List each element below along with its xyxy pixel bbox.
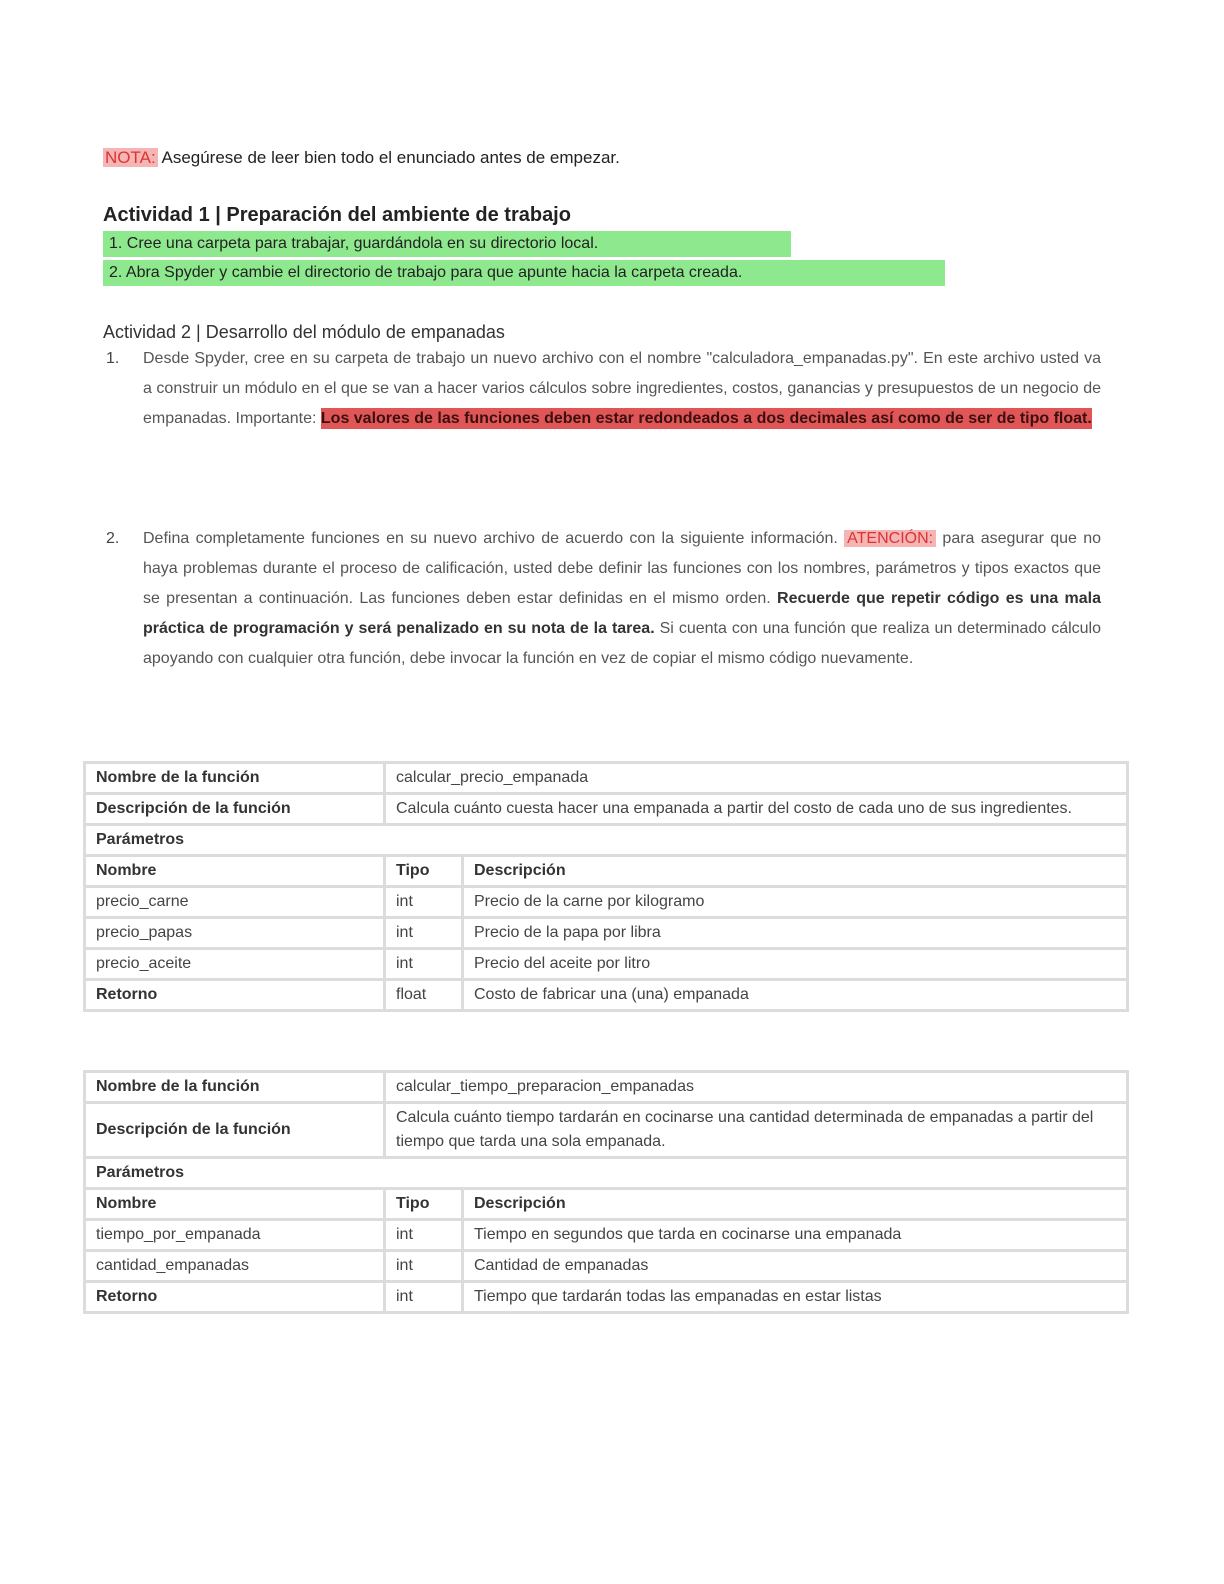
activity2-item2-text-a: Defina completamente funciones en su nuevo archivo de acuerdo con la siguiente información. xyxy=(143,530,838,547)
table-row xyxy=(85,825,1128,856)
table-row xyxy=(85,949,1128,980)
return-label: Retorno xyxy=(85,980,385,1011)
activity2-item2-text-c: Si cuenta con una función que realiza un determinado cálculo apoyando con cualquier otra función, debe invocar la función en vez de copiar el mismo código nuevamente. xyxy=(143,620,1102,667)
activity2-item1-paragraph xyxy=(143,344,1101,434)
param-type: int xyxy=(385,918,463,949)
header-name: Nombre xyxy=(85,856,385,887)
table-row xyxy=(85,918,1128,949)
param-name: cantidad_empanadas xyxy=(85,1251,385,1282)
activity2-item2-paragraph xyxy=(143,524,1101,674)
function-desc-label: Descripción de la función xyxy=(85,794,385,825)
header-name: Nombre xyxy=(85,1189,385,1220)
param-desc: Precio de la papa por libra xyxy=(463,918,1128,949)
activity1-title: Actividad 1 | Preparación del ambiente de trabajo xyxy=(103,204,571,226)
table-row xyxy=(85,1251,1128,1282)
return-type: float xyxy=(385,980,463,1011)
note-text: Asegúrese de leer bien todo el enunciado antes de empezar. xyxy=(161,148,620,167)
param-name: precio_papas xyxy=(85,918,385,949)
return-row xyxy=(85,980,1128,1011)
table-row xyxy=(85,1220,1128,1251)
activity2-item2-strong: Recuerde que repetir código es una mala práctica de programación y será penalizado en su nota de la tarea. xyxy=(143,590,1102,637)
note-tag: NOTA: xyxy=(105,148,156,167)
param-desc: Tiempo en segundos que tarda en cocinarse una empanada xyxy=(463,1220,1128,1251)
function-name-value: calcular_precio_empanada xyxy=(385,763,1128,794)
note-line xyxy=(103,147,620,169)
table-header-row xyxy=(85,856,1128,887)
table-row xyxy=(85,763,1128,794)
param-desc: Precio de la carne por kilogramo xyxy=(463,887,1128,918)
header-type: Tipo xyxy=(385,856,463,887)
activity1-item-1: 1. Cree una carpeta para trabajar, guardándola en su directorio local. xyxy=(103,231,791,257)
param-name: precio_carne xyxy=(85,887,385,918)
param-name: precio_aceite xyxy=(85,949,385,980)
return-label: Retorno xyxy=(85,1282,385,1313)
header-description: Descripción xyxy=(463,1189,1128,1220)
return-desc: Costo de fabricar una (una) empanada xyxy=(463,980,1128,1011)
param-type: int xyxy=(385,1251,463,1282)
params-label: Parámetros xyxy=(85,1158,1128,1189)
param-name: tiempo_por_empanada xyxy=(85,1220,385,1251)
activity2-item2-text-b: para asegurar que no haya problemas durante el proceso de calificación, usted debe definir las funciones con los nombres, parámetros y tipos exactos que se presentan a continuación. Las funciones deben estar definidas en el mismo orden. xyxy=(143,530,1102,607)
param-desc: Precio del aceite por litro xyxy=(463,949,1128,980)
params-label: Parámetros xyxy=(85,825,1128,856)
activity2-title: Actividad 2 | Desarrollo del módulo de empanadas xyxy=(103,322,505,342)
function-table-2 xyxy=(83,1070,1129,1314)
return-row xyxy=(85,1282,1128,1313)
table-row xyxy=(85,887,1128,918)
table-header-row xyxy=(85,1189,1128,1220)
function-desc-label: Descripción de la función xyxy=(85,1103,385,1158)
return-type: int xyxy=(385,1282,463,1313)
param-type: int xyxy=(385,887,463,918)
function-name-label: Nombre de la función xyxy=(85,763,385,794)
function-name-label: Nombre de la función xyxy=(85,1072,385,1103)
return-desc: Tiempo que tardarán todas las empanadas en estar listas xyxy=(463,1282,1128,1313)
function-desc-value: Calcula cuánto tiempo tardarán en cocinarse una cantidad determinada de empanadas a partir del tiempo que tarda una sola empanada. xyxy=(385,1103,1128,1158)
param-desc: Cantidad de empanadas xyxy=(463,1251,1128,1282)
activity1-item-2: 2. Abra Spyder y cambie el directorio de trabajo para que apunte hacia la carpeta creada. xyxy=(103,260,945,286)
table-row xyxy=(85,794,1128,825)
activity2-item1-text: Desde Spyder, cree en su carpeta de trabajo un nuevo archivo con el nombre "calculadora_empanadas.py". En este archivo usted va a construir un módulo en el que se van a hacer varios cálculos sobre ingredientes, costos, ganancias y presupuestos de un negocio de empanadas. Importante: xyxy=(143,350,1101,427)
table-row xyxy=(85,1103,1128,1158)
activity2-item1-highlight: Los valores de las funciones deben estar redondeados a dos decimales así como de ser de tipo float. xyxy=(320,410,1092,427)
attention-tag: ATENCIÓN: xyxy=(844,530,936,547)
function-name-value: calcular_tiempo_preparacion_empanadas xyxy=(385,1072,1128,1103)
function-desc-value: Calcula cuánto cuesta hacer una empanada a partir del costo de cada uno de sus ingredientes. xyxy=(385,794,1128,825)
param-type: int xyxy=(385,949,463,980)
activity2-item2-number: 2. xyxy=(106,530,120,547)
activity2-item1-number: 1. xyxy=(106,350,120,367)
header-type: Tipo xyxy=(385,1189,463,1220)
param-type: int xyxy=(385,1220,463,1251)
table-row xyxy=(85,1072,1128,1103)
function-table-1 xyxy=(83,761,1129,1012)
header-description: Descripción xyxy=(463,856,1128,887)
table-row xyxy=(85,1158,1128,1189)
